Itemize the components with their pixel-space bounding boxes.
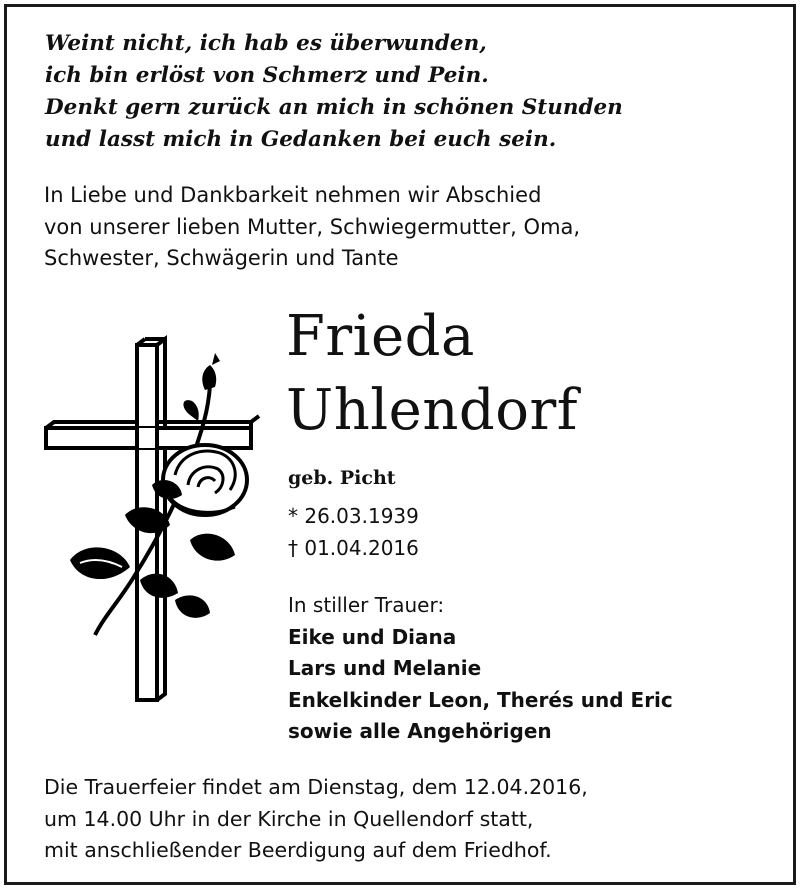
first-name: Frieda [286, 304, 475, 369]
birth-date: * 26.03.1939 [288, 504, 419, 528]
mourner-line: sowie alle Angehörigen [288, 719, 552, 743]
poem-line: und lasst mich in Gedanken bei euch sein. [45, 127, 557, 152]
poem-line: Denkt gern zurück an mich in schönen Stunden [45, 95, 623, 120]
poem-line: ich bin erlöst von Schmerz und Pein. [45, 63, 489, 88]
mourner-line: Enkelkinder Leon, Therés und Eric [288, 687, 673, 712]
mourner-line: Eike und Diana [288, 624, 457, 649]
poem-line: Weint nicht, ich hab es überwunden, [45, 31, 487, 56]
intro-line: Schwester, Schwägerin und Tante [44, 246, 399, 270]
mourners-block [288, 590, 673, 748]
service-line: um 14.00 Uhr in der Kirche in Quellendorf statt, [44, 806, 534, 831]
funeral-service-info [44, 772, 764, 867]
mourner-line: Lars und Melanie [288, 656, 482, 680]
intro-line: In Liebe und Dankbarkeit nehmen wir Abschied [44, 183, 542, 207]
last-name: Uhlendorf [286, 378, 578, 443]
service-line: Die Trauerfeier findet am Dienstag, dem 12.04.2016, [44, 775, 588, 799]
intro-text [44, 180, 764, 275]
birth-name: geb. Picht [288, 467, 396, 489]
service-line: mit anschließender Beerdigung auf dem Friedhof. [44, 838, 552, 862]
deceased-name [286, 300, 578, 448]
death-date: † 01.04.2016 [288, 536, 419, 560]
life-dates [288, 500, 419, 564]
intro-line: von unserer lieben Mutter, Schwiegermutter, Oma, [44, 214, 581, 239]
mourners-heading: In stiller Trauer: [288, 593, 445, 617]
cross-and-rose-emblem [40, 335, 270, 710]
poem [45, 28, 765, 156]
